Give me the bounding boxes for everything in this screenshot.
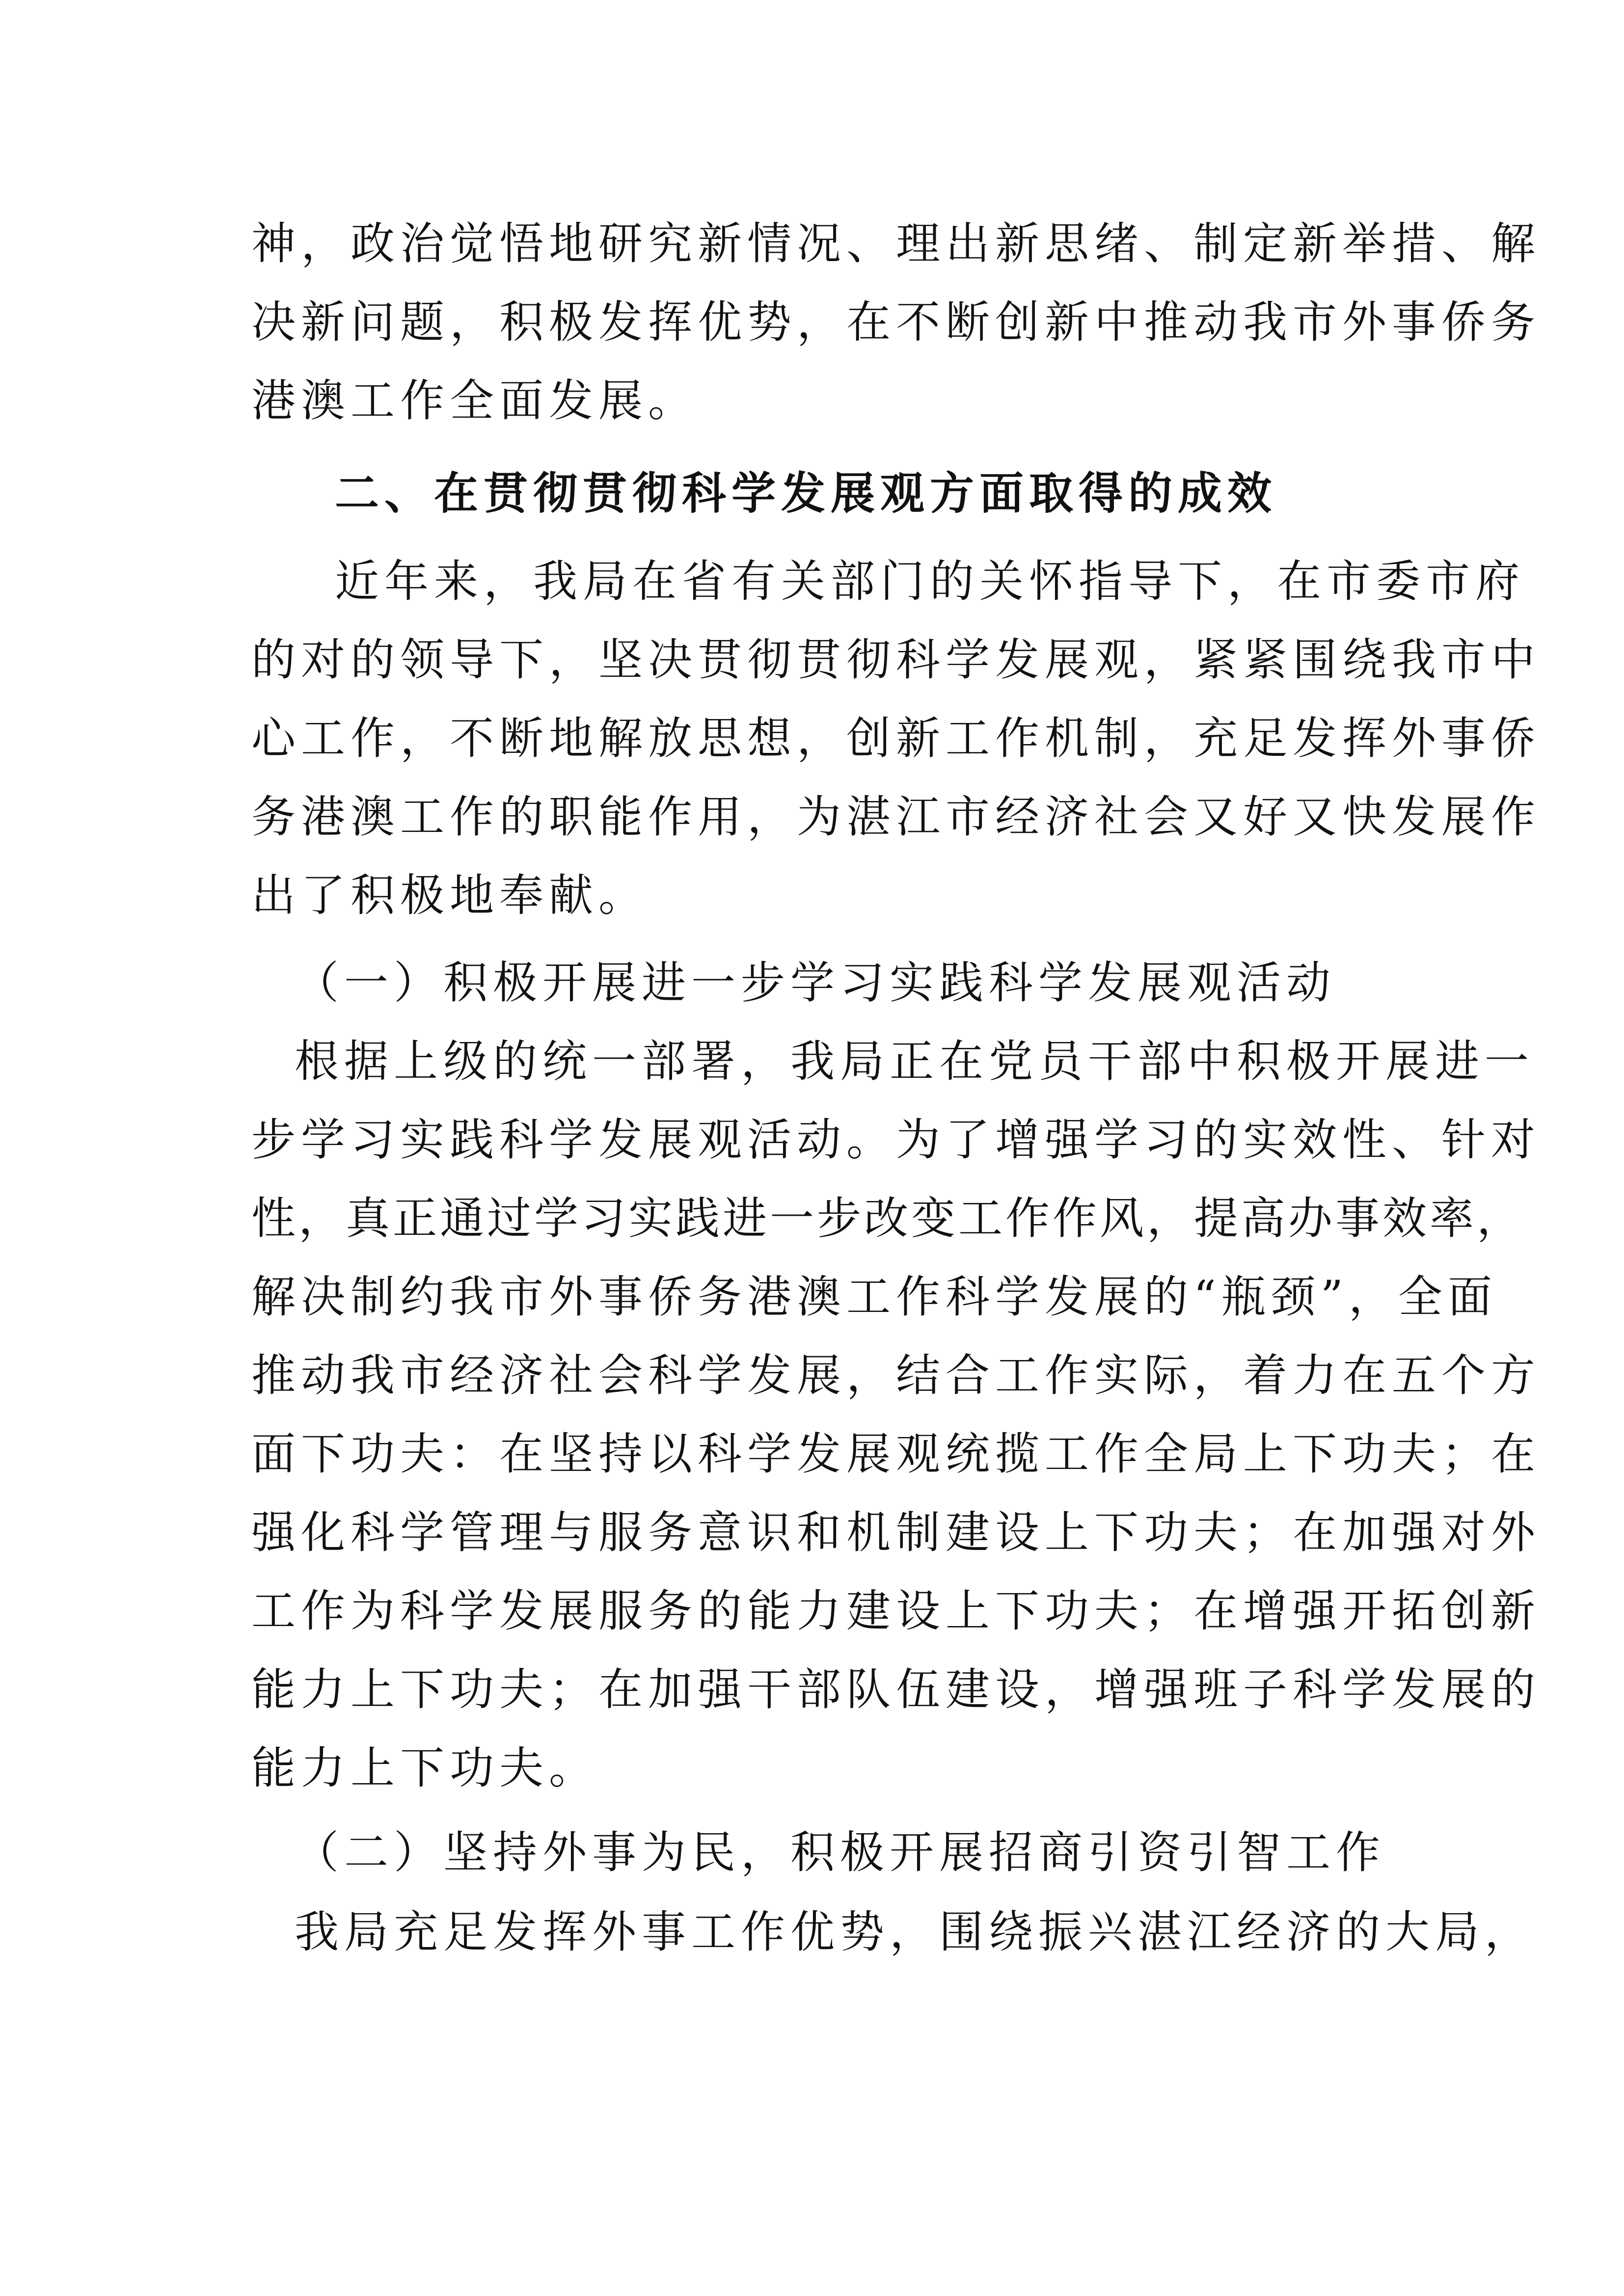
body-text-line-6: 心工作，不断地解放思想，创新工作机制，充足发挥外事侨 xyxy=(251,713,1541,764)
subsection-heading-2: （二）坚持外事为民，积极开展招商引资引智工作 xyxy=(295,1827,1385,1878)
body-text-line-19: 我局充足发挥外事工作优势，围绕振兴湛江经济的大局， xyxy=(295,1906,1534,1958)
body-text-line-2: 决新问题，积极发挥优势，在不断创新中推动我市外事侨务 xyxy=(251,296,1541,348)
body-text-line-14: 面下功夫：在坚持以科学发展观统揽工作全局上下功夫；在 xyxy=(251,1428,1541,1480)
body-text-line-7: 务港澳工作的职能作用，为湛江市经济社会又好又快发展作 xyxy=(251,791,1541,843)
subsection-heading-1: （一）积极开展进一步学习实践科学发展观活动 xyxy=(295,957,1336,1009)
body-text-line-8: 出了积极地奉献。 xyxy=(251,870,648,921)
section-heading-2: 二、在贯彻贯彻科学发展观方面取得的成效 xyxy=(335,467,1277,519)
body-text-line-1: 神，政治觉悟地研究新情况、理出新思绪、制定新举措、解 xyxy=(251,218,1541,269)
body-text-line-16: 工作为科学发展服务的能力建设上下功夫；在增强开拓创新 xyxy=(251,1585,1541,1637)
body-text-line-5: 的对的领导下，坚决贯彻贯彻科学发展观，紧紧围绕我市中 xyxy=(251,634,1541,686)
body-text-line-17: 能力上下功夫；在加强干部队伍建设，增强班子科学发展的 xyxy=(251,1664,1541,1715)
body-text-line-10: 步学习实践科学发展观活动。为了增强学习的实效性、针对 xyxy=(251,1114,1541,1166)
body-text-line-13: 推动我市经济社会科学发展，结合工作实际，着力在五个方 xyxy=(251,1350,1541,1401)
body-text-line-4: 近年来，我局在省有关部门的关怀指导下，在市委市府 xyxy=(335,556,1525,607)
body-text-line-3: 港澳工作全面发展。 xyxy=(251,375,698,427)
body-text-line-15: 强化科学管理与服务意识和机制建设上下功夫；在加强对外 xyxy=(251,1507,1541,1558)
body-text-line-18: 能力上下功夫。 xyxy=(251,1742,598,1794)
body-text-line-11: 性，真正通过学习实践进一步改变工作作风，提高办事效率， xyxy=(251,1193,1524,1244)
body-text-line-12: 解决制约我市外事侨务港澳工作科学发展的“瓶颈”，全面 xyxy=(251,1271,1498,1323)
body-text-line-9: 根据上级的统一部署，我局正在党员干部中积极开展进一 xyxy=(295,1036,1534,1087)
